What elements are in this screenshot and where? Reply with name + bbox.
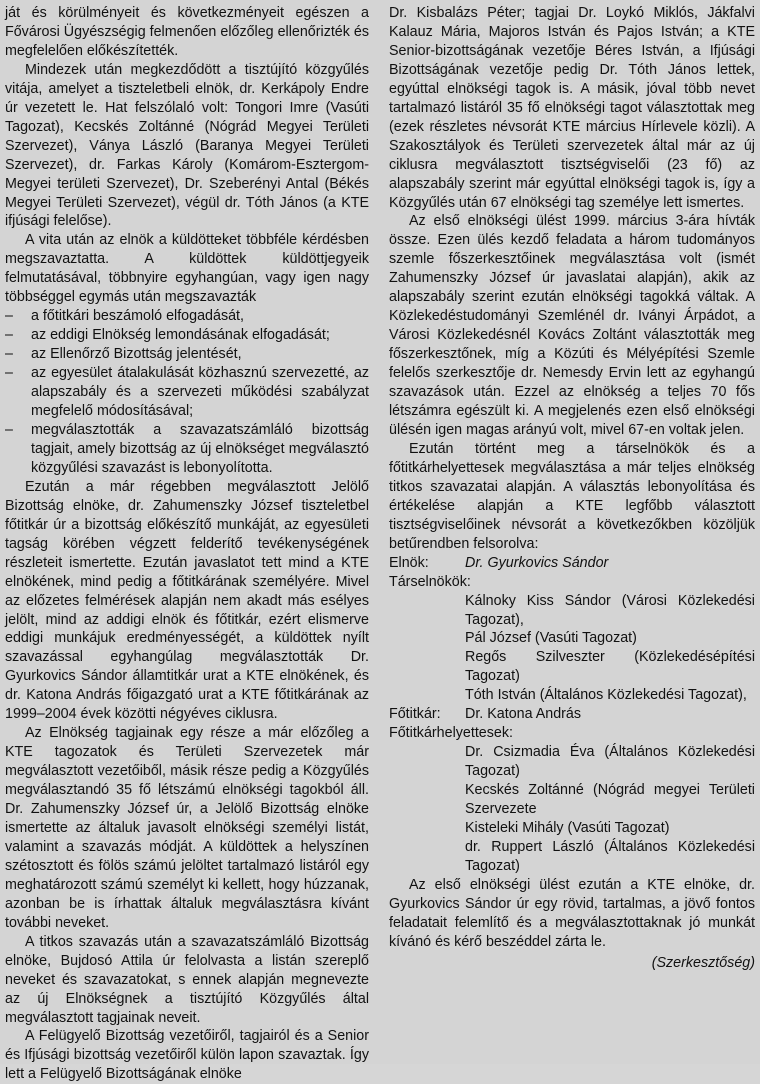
paragraph: Az első elnökségi ülést ezután a KTE elnöke, dr. Gyurkovics Sándor úr egy rövid, tartalmas, a jövő fontos feladatait felemlítő és a megválasztottaknak jó munkát kívánó és kérő beszéddel zárta le.	[389, 876, 755, 950]
list-item: Kisteleki Mihály (Vasúti Tagozat)	[465, 819, 670, 836]
co-presidents-list	[389, 592, 755, 706]
officer-secretary-general	[389, 705, 755, 724]
officer-president	[389, 554, 755, 573]
officer-name: Dr. Gyurkovics Sándor	[465, 554, 609, 571]
list-item: – az egyesület átalakulását közhasznú szervezetté, az alapszabály és a szervezeti működési szabályzat megfelelő módosításával;	[5, 364, 369, 421]
paragraph: Ezután történt meg a társelnökök és a főtitkárhelyettesek megválasztása a már teljes elnökség titkos szavazatai alapján. A választás lebonyolítása és értékelése alapján a KTE legfőbb választott tisztségviselőinek névsorát a következőkben közöljük betűrendben felsorolva:	[389, 440, 755, 552]
list-item: Dr. Csizmadia Éva (Általános Közlekedési Tagozat)	[465, 744, 755, 780]
role-label: Társelnökök:	[389, 573, 471, 590]
officer-name: Dr. Katona András	[465, 706, 582, 723]
paragraph: Mindezek után megkezdődött a tisztújító közgyűlés vitája, amelyet a tiszteletbeli elnök, dr. Kerkápoly Endre úr vezetett le. Hat felszólaló volt: Tongori Imre (Vasúti Tagozat), Kecskés Zoltánné (Nógrád Megyei Területi Szervezet), Ványa László (Baranya Megyei Területi Szervezet), dr. Farkas Károly (Komárom-Esztergom-Megyei területi Szervezet), Dr. Szeberényi Antal (Békés Megyei Területi Szervezet), végül dr. Tóth János (a KTE ifjúsági felelőse).	[5, 61, 369, 230]
role-label: Elnök:	[389, 554, 429, 571]
list-item: Regős Szilveszter (Közlekedésépítési Tagozat)	[465, 649, 755, 685]
list-item: – megválasztották a szavazatszámláló bizottság tagjait, amely bizottság az új elnökséget megválasztó közgyűlési szavazást is lebonyolította.	[5, 421, 369, 478]
paragraph: A Felügyelő Bizottság vezetőiről, tagjairól és a Senior és Ifjúsági bizottság vezetőiről külön lapon szavaztak. Így lett a Felügyelő Bizottságának elnöke	[5, 1028, 369, 1083]
paragraph: A titkos szavazás után a szavazatszámláló Bizottság elnöke, Bujdosó Attila úr felolvasta a listán szereplő neveket és szavazatokat, s ennek alapján megnevezte az új Elnökségnek a tisztújító Közgyűlés által megválasztott tagjainak neveit.	[5, 933, 369, 1026]
list-item: – az eddigi Elnökség lemondásának elfogadását;	[5, 326, 369, 345]
signature: (Szerkesztőség)	[651, 954, 755, 971]
list-item: Kecskés Zoltánné (Nógrád megyei Területi Szervezete	[465, 782, 755, 818]
paragraph: A vita után az elnök a küldötteket többféle kérdésben megszavaztatta. A küldöttek küldöttjegyeik felmutatásával, többnyire egyhangúan, vagy igen nagy többséggel egymás után megszavazták	[5, 232, 369, 306]
paragraph: Az első elnökségi ülést 1999. március 3-ára hívták össze. Ezen ülés kezdő feladata a három tudományos szemle főszerkesztőinek megválasztása volt (ismét Zahumenszky József úr javaslatai alapján), akik az alapszabály szerint ezután elnökségi tagokká váltak. A Közlekedéstudományi Szemlénél dr. Iványi Árpádot, a Városi Közlekedésnél Kovács Zoltánt választották meg főszerkesztőnek, míg a Közúti és Mélyépítési Szemle felelős szerkesztője dr. Nemesdy Ervin lett az egyhangú szavazások után. Ezzel az elnökség a teljes 70 fős létszámra egészült ki. A megjelenés ezen első elnökségi ülésén igen magas arányú volt, mivel 67-en voltak jelen.	[389, 213, 755, 438]
right-column	[389, 4, 755, 973]
role-label: Főtitkárhelyettesek:	[389, 725, 513, 742]
paragraph: Dr. Kisbalázs Péter; tagjai Dr. Loykó Miklós, Jákfalvi Kalauz Mária, Majoros István és Pajos István; a KTE Senior-bizottságának vezetője Béres István, a Ifjúsági Bizottságának vezetője pedig Dr. Tóth János lettek, egyúttal elnökségi tagok is. A másik, jóval több nevet tartalmazó listáról 35 fő elnökségi tagot választottak meg (ezek részletes névsorát KTE március Hírlevele közli). A Szakosztályok és Területi szervezetek által már az új ciklusra megválasztott tisztségviselői (23 fő) az alapszabály szerint már egyúttal elnökségi tagok is, így a Közgyűlés után 67 elnökségi tag személye lett ismertes.	[389, 5, 755, 211]
list-item: – a főtitkári beszámoló elfogadását,	[5, 307, 369, 326]
list-item: Kálnoky Kiss Sándor (Városi Közlekedési Tagozat),	[465, 592, 755, 628]
paragraph: Ezután a már régebben megválasztott Jelölő Bizottság elnöke, dr. Zahumenszky József tiszteletbel főtitkár úr a bizottság előkészítő munkáját, az egyesületi tagság körében végzett felderítő tevékenységének részleteit ismertette. Ezután javaslatot tett mind a KTE elnökének, mind pedig a főtitkárának személyére. Mivel az előzetes felmérések alapján nem akadt más esélyes jelölt, mind az addigi elnök és főtitkár, ezért elismerve eddigi munkájuk eredményességét, a küldöttek nyílt szavazással egyhangúlag megválasztották Dr. Gyurkovics Sándor államtitkár urat a KTE elnökének, és dr. Katona András főigazgató urat a KTE főtitkárának az 1999–2004 évek közötti négyéves ciklusra.	[5, 478, 369, 723]
resolution-list	[5, 307, 369, 478]
list-item: Tóth István (Általános Közlekedési Tagozat),	[465, 687, 747, 704]
left-column	[5, 4, 369, 1084]
list-item: – az Ellenőrző Bizottság jelentését,	[5, 345, 369, 364]
list-item: dr. Ruppert László (Általános Közlekedési Tagozat)	[465, 838, 755, 874]
list-item: Pál József (Vasúti Tagozat)	[465, 630, 637, 647]
paragraph: Az Elnökség tagjainak egy része a már előzőleg a KTE tagozatok és Területi Szervezetek már megválasztott vezetőiből, másik része pedig a Közgyűlés megválasztandó 35 fő létszámú elnökségi tagokból áll. Dr. Zahumenszky József úr, a Jelölő Bizottság elnöke ismertette az általuk javasolt elnökségi személyi listát, valamint a szavazás módját. A küldöttek a helyszínen szétosztott és fölös számú jelöltet tartalmazó listáról egy meghatározott számú személyt ki kellett, hogy húzzanak, azonban be is írhattak általuk megválasztásra kívánt további neveket.	[5, 725, 369, 931]
paragraph: ját és körülményeit és következményeit egészen a Fővárosi Ügyészségig felmenően előzőleg ellenőrizték és megfelelően előkészítették.	[5, 5, 369, 59]
deputy-secretaries-list	[389, 743, 755, 876]
role-label: Főtitkár:	[389, 706, 441, 723]
